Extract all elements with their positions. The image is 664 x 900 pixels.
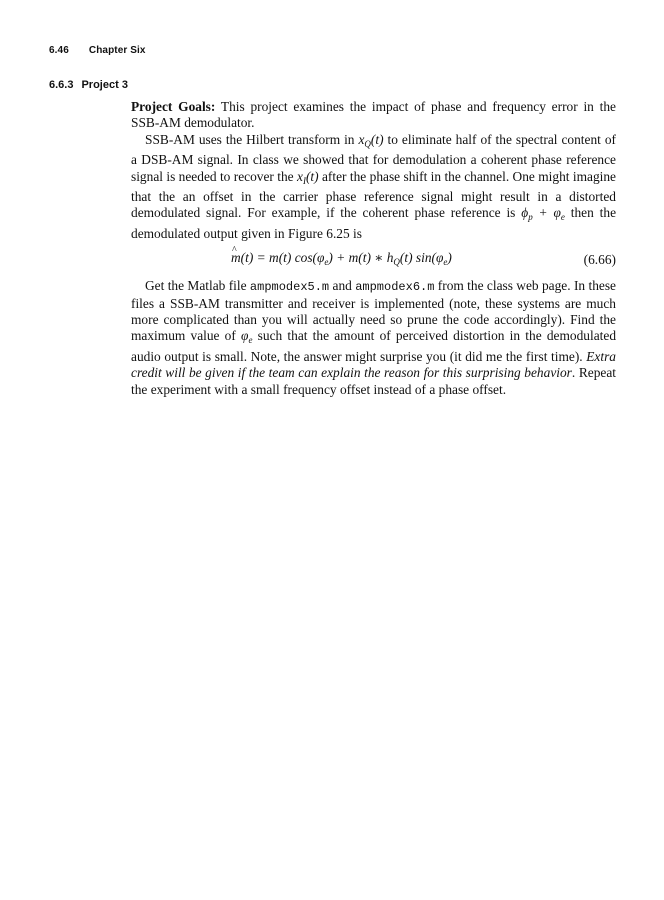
p3-phie-sub: e bbox=[248, 335, 253, 346]
extra-credit-note: Extra credit will be given if the team can explain the reason for this surprising behavior bbox=[131, 348, 616, 381]
plus-sign: + bbox=[532, 205, 554, 221]
p3-phie-symbol: φ bbox=[241, 328, 249, 344]
p3-text-d: such that the amount of perceived distortion in the demodulated audio output is small. Note, the answer might surprise you (it did me the first time). bbox=[131, 328, 617, 364]
math-xi bbox=[297, 169, 319, 184]
equation-number: (6.66) bbox=[583, 252, 616, 268]
phie-sub: e bbox=[560, 212, 565, 223]
xq-symbol: x bbox=[358, 131, 365, 147]
p2-text-a: SSB-AM uses the Hilbert transform in bbox=[145, 131, 359, 147]
paragraph-ssb-am bbox=[131, 132, 616, 242]
paragraph-project-goals bbox=[131, 99, 616, 132]
p3-text-a: Get the Matlab file bbox=[145, 278, 250, 294]
goals-text: This project examines the impact of phase and frequency error in the SSB-AM demodulator. bbox=[131, 99, 616, 131]
math-phie bbox=[241, 328, 253, 346]
math-xq bbox=[358, 132, 383, 147]
section-title: Project 3 bbox=[81, 79, 128, 91]
body-text bbox=[131, 99, 616, 398]
eq-sub3: e bbox=[443, 257, 448, 268]
p3-text-c: from the class web page. In these files a SSB-AM transmitter and receiver is implemented (note, these systems are much more complicated than you will actually need so prune the code accordingly). Find the maximum value of bbox=[131, 278, 616, 344]
page-number: 6.46 bbox=[49, 45, 69, 56]
eq-sub1: e bbox=[324, 257, 329, 268]
section-number: 6.6.3 bbox=[49, 79, 74, 91]
phase-symbol: ϕ bbox=[521, 205, 529, 221]
eq-mid: ) + m(t) ∗ h bbox=[328, 250, 394, 266]
p2-text-b: to eliminate half of the spectral content of a DSB-AM signal. In class we showed that for demodulation a coherent phase reference signal is needed to recover the bbox=[131, 131, 616, 184]
phie-symbol: φ bbox=[553, 205, 561, 221]
goals-label: Project Goals: bbox=[131, 99, 216, 114]
phase-sub: p bbox=[528, 212, 533, 223]
paragraph-matlab bbox=[131, 278, 616, 398]
eq-rhs: (t) sin(φ bbox=[399, 250, 444, 266]
math-phase-ref bbox=[521, 205, 565, 223]
xi-arg: (t) bbox=[305, 168, 319, 184]
p3-text-e: . Repeat the experiment with a small frequency offset instead of a phase offset. bbox=[131, 365, 616, 397]
eq-end: ) bbox=[447, 250, 452, 266]
p2-text-d: then the demodulated output given in Figure 6.25 is bbox=[131, 205, 617, 241]
running-head bbox=[49, 45, 146, 56]
xi-sub: I bbox=[302, 175, 306, 186]
section-heading bbox=[49, 79, 128, 91]
eq-lhs: ^ m bbox=[231, 250, 241, 266]
xi-symbol: x bbox=[297, 168, 303, 184]
eq-lhs-arg: (t) = m(t) cos(φ bbox=[240, 250, 325, 266]
xq-arg: (t) bbox=[370, 131, 384, 147]
matlab-file-2: ampmodex6.m bbox=[355, 280, 435, 295]
xq-sub: Q bbox=[364, 138, 371, 149]
equation-body bbox=[231, 250, 452, 270]
chapter-title: Chapter Six bbox=[88, 45, 146, 56]
matlab-file-1: ampmodex5.m bbox=[249, 280, 330, 295]
p3-text-b: and bbox=[329, 278, 356, 294]
equation-6-66 bbox=[131, 242, 616, 278]
p2-text-c: after the phase shift in the channel. One might imagine that the an offset in the carrier phase reference signal might result in a distorted demodulated signal. For example, if the coherent phase reference is bbox=[131, 168, 616, 221]
eq-sub2: Q bbox=[393, 257, 400, 268]
